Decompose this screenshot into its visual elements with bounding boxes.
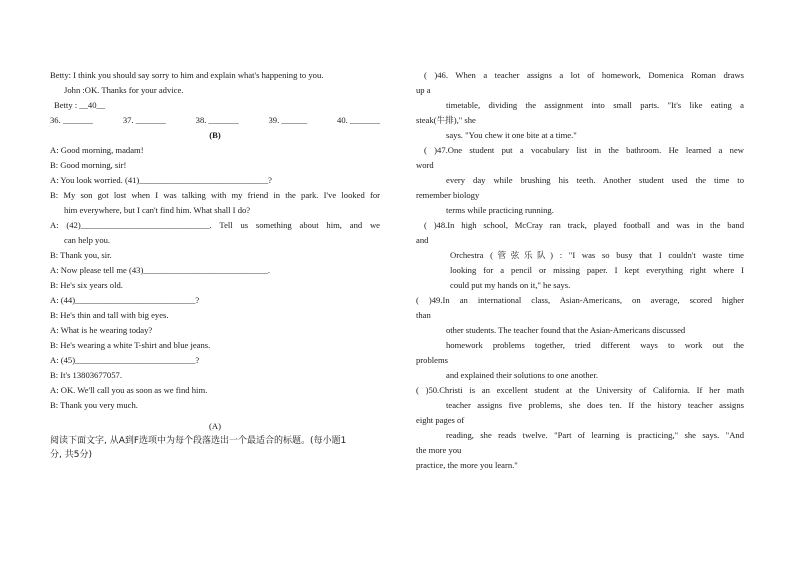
dialogue-line: A: What is he wearing today?	[50, 325, 153, 335]
blank-37: 37. _______	[122, 115, 166, 125]
text-line: practice, the more you learn."	[416, 460, 518, 470]
text-line: word	[416, 160, 434, 170]
text-line: and	[416, 235, 429, 245]
text-line: than	[416, 310, 431, 320]
text-line: problems	[416, 355, 448, 365]
dialogue-line: A: You look worried. (41)______________________________?	[50, 175, 272, 185]
blank-36: 36. _______	[50, 115, 93, 125]
question-50: ( )50.Christi is an excellent student at the University of California. If her math	[416, 385, 744, 395]
blank-38: 38. _______	[195, 115, 239, 125]
text-line: the more you	[416, 445, 462, 455]
question-46: ( )46. When a teacher assigns a lot of homework, Domenica Roman draws	[424, 70, 744, 80]
dialogue-line: B: Thank you, sir.	[50, 250, 112, 260]
blank-40: 40. _______	[337, 115, 380, 125]
instruction-line: 分, 共5分)	[50, 450, 92, 460]
text-line: up a	[416, 85, 431, 95]
dialogue-line: B: My son got lost when I was talking with my friend in the park. I've looked for	[50, 190, 380, 200]
dialogue-line: B: Thank you very much.	[50, 400, 138, 410]
text-line: Orchestra (管弦乐队) : "I was so busy that I couldn't waste time	[450, 250, 744, 260]
text-line: every day while brushing his teeth. Another student used the time to	[446, 175, 744, 185]
betty-line: Betty: I think you should say sorry to him and explain what's happening to you.	[50, 70, 324, 80]
answer-blanks	[50, 113, 380, 128]
text-line: steak(牛排)," she	[416, 115, 476, 125]
text-line: looking for a pencil or missing paper. I kept everything right where I	[450, 265, 744, 275]
dialogue-line: B: He's thin and tall with big eyes.	[50, 310, 169, 320]
dialogue-line: B: He's wearing a white T-shirt and blue jeans.	[50, 340, 211, 350]
dialogue-line: A: OK. We'll call you as soon as we find him.	[50, 385, 208, 395]
instruction-line: 阅读下面文字, 从A到F选项中为每个段落选出一个最适合的标题。(每小题1	[50, 436, 347, 446]
text-line: timetable, dividing the assignment into small parts. "It's like eating a	[446, 100, 744, 110]
dialogue-line: A: Good morning, madam!	[50, 145, 144, 155]
dialogue-line: A: (42)______________________________. Tell us something about him, and we	[50, 220, 380, 230]
text-line: homework problems together, tried different ways to work out the	[446, 340, 744, 350]
dialogue-line: B: Good morning, sir!	[50, 160, 127, 170]
section-b-heading: (B)	[209, 130, 221, 140]
john-line: John :OK. Thanks for your advice.	[64, 85, 184, 95]
dialogue-line: B: It's 13803677057.	[50, 370, 122, 380]
dialogue-line: him everywhere, but I can't find him. What shall I do?	[64, 205, 251, 215]
text-line: reading, she reads twelve. "Part of learning is practicing," she says. "And	[446, 430, 744, 440]
dialogue-line: A: (44)____________________________?	[50, 295, 200, 305]
question-47: ( )47.One student put a vocabulary list in the bathroom. He learned a new	[424, 145, 744, 155]
dialogue-line: B: He's six years old.	[50, 280, 123, 290]
left-column	[50, 68, 380, 462]
blank-39: 39. ______	[268, 115, 308, 125]
text-line: terms while practicing running.	[446, 205, 554, 215]
text-line: eight pages of	[416, 415, 465, 425]
dialogue-line: can help you.	[64, 235, 111, 245]
text-line: says. "You chew it one bite at a time."	[446, 130, 577, 140]
dialogue-line: A: Now please tell me (43)_____________________________.	[50, 265, 271, 275]
section-a-heading: (A)	[209, 421, 221, 431]
text-line: and explained their solutions to one another.	[446, 370, 599, 380]
text-line: other students. The teacher found that the Asian-Americans discussed	[446, 325, 686, 335]
text-line: remember biology	[416, 190, 480, 200]
question-48: ( )48.In high school, McCray ran track, played football and was in the band	[424, 220, 744, 230]
text-line: could put my hands on it," he says.	[450, 280, 571, 290]
dialogue-line: A: (45)____________________________?	[50, 355, 200, 365]
betty-answer: Betty : __40__	[54, 100, 106, 110]
text-line: teacher assigns five problems, she does ten. If the history teacher assigns	[446, 400, 744, 410]
right-column	[416, 68, 744, 473]
question-49: ( )49.In an international class, Asian-Americans, on average, scored higher	[416, 295, 744, 305]
